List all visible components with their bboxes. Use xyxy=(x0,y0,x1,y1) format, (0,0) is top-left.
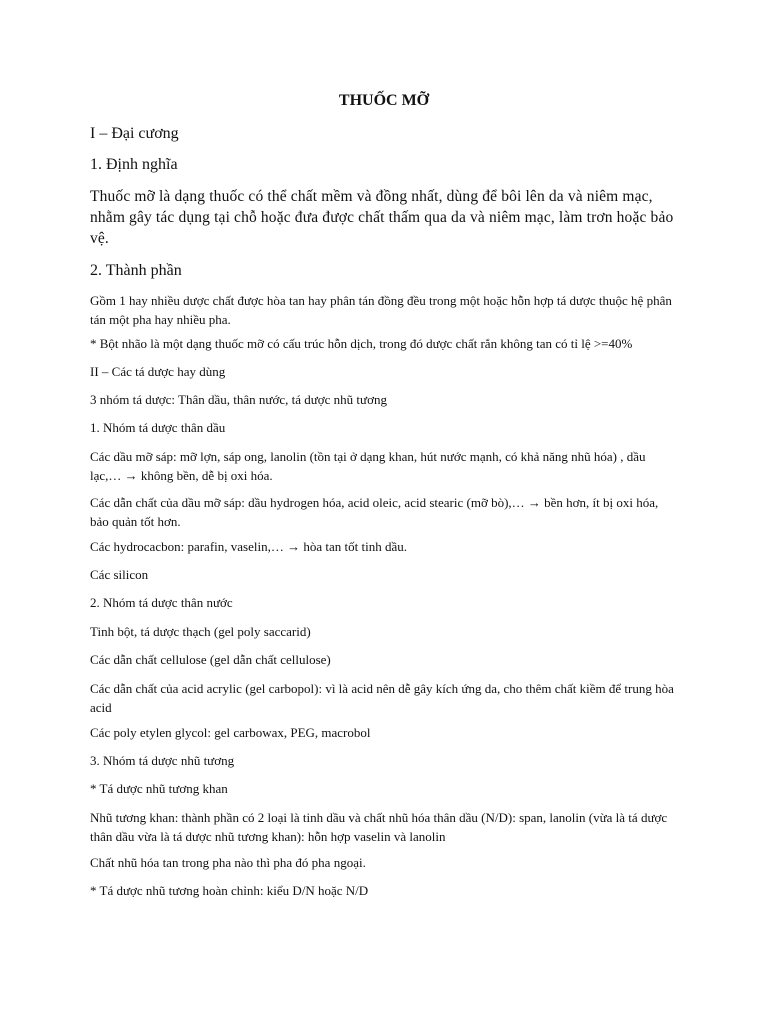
paragraph-acrylic: Các dẫn chất của acid acrylic (gel carbopol): vì là acid nên dễ gây kích ứng da, cho thêm chất kiềm để trung hòa acid xyxy=(90,681,674,715)
paragraph-chat-nhu-hoa: Chất nhũ hóa tan trong pha nào thì pha đó pha ngoại. xyxy=(90,855,366,870)
paragraph-nhu-tuong-khan-heading: * Tá dược nhũ tương khan xyxy=(90,781,228,796)
paragraph-hydrocacbon: Các hydrocacbon: parafin, vaselin,… → hòa tan tốt tinh dầu. xyxy=(90,539,407,554)
paragraph-dan-chat-dau-mo-sap: Các dẫn chất của dầu mỡ sáp: dầu hydrogen hóa, acid oleic, acid stearic (mỡ bò),… → bền hơn, ít bị oxi hóa, bảo quản tốt hơn. xyxy=(90,495,659,529)
paragraph-thanh-phan: Gồm 1 hay nhiều dược chất được hòa tan hay phân tán đồng đều trong một hoặc hỗn hợp tá dược thuộc hệ phân tán một pha hay nhiều pha. xyxy=(90,293,672,327)
paragraph-tinh-bot: Tinh bột, tá dược thạch (gel poly saccarid) xyxy=(90,624,311,639)
paragraph-nhu-tuong-hoan-chinh: * Tá dược nhũ tương hoàn chỉnh: kiểu D/N hoặc N/D xyxy=(90,883,369,898)
paragraph-silicon: Các silicon xyxy=(90,567,149,582)
paragraph-dinh-nghia: Thuốc mỡ là dạng thuốc có thể chất mềm và đồng nhất, dùng để bôi lên da và niêm mạc, nhằm gây tác dụng tại chỗ hoặc đưa được chất thấm qua da và niêm mạc, làm trơn hoặc bảo vệ. xyxy=(90,188,674,247)
paragraph-nhu-tuong-khan: Nhũ tương khan: thành phần có 2 loại là tinh dầu và chất nhũ hóa thân dầu (N/D): span, lanolin (vừa là tá dược thân dầu vừa là tá dược nhũ tương khan): hỗn hợp vaselin và lanolin xyxy=(90,810,668,844)
document-title: THUỐC MỠ xyxy=(338,92,430,109)
paragraph-dau-mo-sap: Các dầu mỡ sáp: mỡ lợn, sáp ong, lanolin (tồn tại ở dạng khan, hút nước mạnh, có khả năng nhũ hóa) , dầu lạc,… → không bền, dễ bị oxi hóa. xyxy=(90,449,646,483)
heading-dai-cuong: I – Đại cương xyxy=(90,125,179,142)
paragraph-3-nhom: 3 nhóm tá dược: Thân dầu, thân nước, tá dược nhũ tương xyxy=(90,392,387,407)
paragraph-cellulose: Các dẫn chất cellulose (gel dẫn chất cellulose) xyxy=(90,652,331,667)
heading-nhom-than-dau: 1. Nhóm tá dược thân dầu xyxy=(90,420,226,435)
paragraph-peg: Các poly etylen glycol: gel carbowax, PEG, macrobol xyxy=(90,725,371,740)
heading-thanh-phan: 2. Thành phần xyxy=(90,262,182,279)
heading-dinh-nghia: 1. Định nghĩa xyxy=(90,156,178,173)
heading-nhom-than-nuoc: 2. Nhóm tá dược thân nước xyxy=(90,595,233,610)
heading-nhom-nhu-tuong: 3. Nhóm tá dược nhũ tương xyxy=(90,753,235,768)
heading-ta-duoc-hay-dung: II – Các tá dược hay dùng xyxy=(90,364,226,379)
paragraph-bot-nhao: * Bột nhão là một dạng thuốc mỡ có cấu trúc hỗn dịch, trong đó dược chất rắn không tan có tỉ lệ >=40% xyxy=(90,336,633,351)
